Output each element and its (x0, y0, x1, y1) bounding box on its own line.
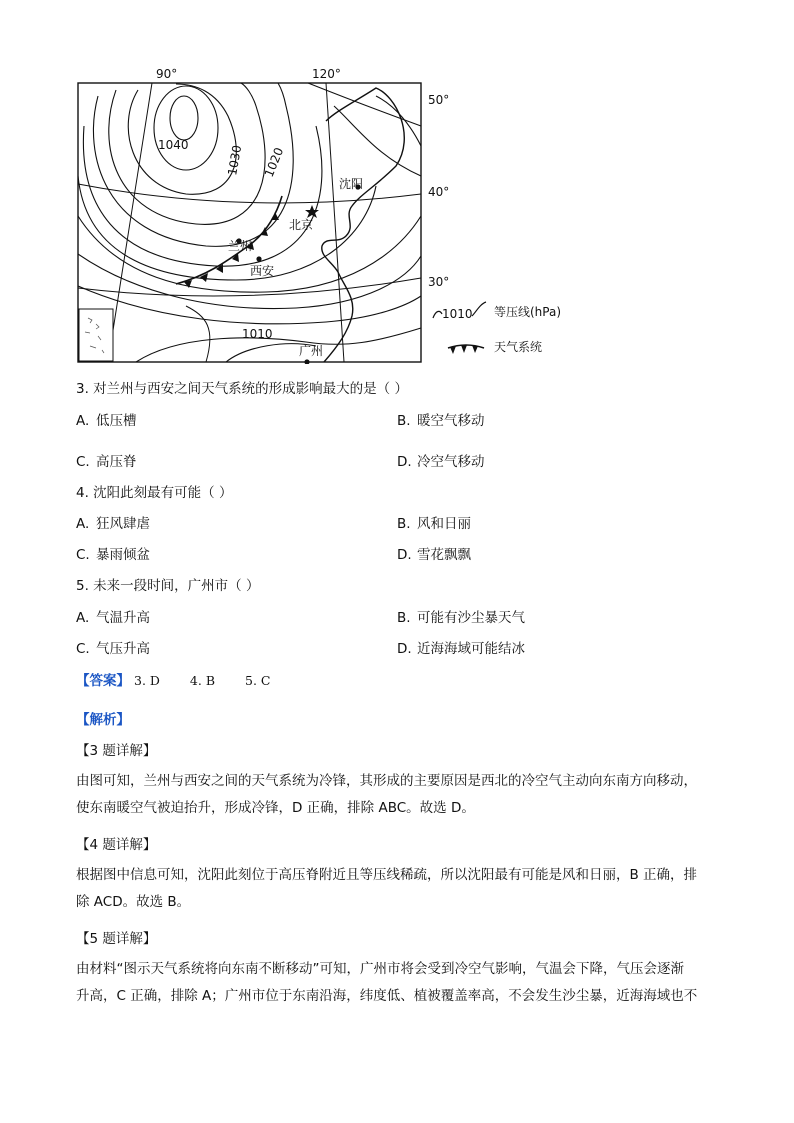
answer-item-3: 3. D (134, 673, 160, 688)
lat-label-30: 30° (428, 275, 450, 289)
section-5-line-1: 由材料“图示天气系统将向东南不断移动”可知，广州市将会受到冷空气影响，气温会下降，气压会逐渐 (76, 961, 684, 977)
option-letter: D. (397, 547, 412, 563)
option-text: 高压脊 (96, 454, 137, 470)
option-text: 气压升高 (96, 641, 150, 657)
question-4-option-c[interactable] (76, 546, 150, 564)
option-letter: B. (397, 516, 411, 532)
option-letter: A. (76, 610, 90, 626)
answer-item-4: 4. B (189, 673, 216, 688)
question-4-option-a[interactable] (76, 515, 150, 533)
section-3-body (76, 768, 716, 822)
legend-isobar-right (472, 302, 486, 316)
city-label-beijing: 北京 (289, 218, 314, 232)
section-4-body (76, 862, 716, 916)
option-text: 低压槽 (96, 413, 137, 429)
lon-label-120: 120° (312, 67, 341, 81)
option-text: 暴雨倾盆 (96, 547, 150, 563)
question-4-stem: 4. 沈阳此刻最有可能（ ） (76, 485, 233, 501)
option-text: 狂风肆虐 (96, 516, 150, 532)
isobar-label-1010: 1010 (242, 327, 273, 341)
isobar-label-1020: 1020 (261, 145, 287, 180)
question-5-option-a[interactable] (76, 609, 150, 627)
section-5-line-2: 升高，C 正确，排除 A；广州市位于东南沿海，纬度低、植被覆盖率高，不会发生沙尘暴，近海海域也不 (76, 988, 698, 1004)
city-label-xian: 西安 (250, 264, 275, 278)
section-5-body (76, 956, 716, 1010)
answer-tag: 【答案】 (76, 673, 130, 689)
option-letter: D. (397, 641, 412, 657)
option-text: 气温升高 (96, 610, 150, 626)
city-label-shenyang: 沈阳 (339, 177, 364, 191)
option-letter: D. (397, 454, 412, 470)
xian-dot (256, 256, 261, 261)
answer-item-5: 5. C (245, 673, 271, 688)
question-3-option-b[interactable] (397, 412, 485, 430)
option-text: 风和日丽 (417, 516, 471, 532)
option-text: 暖空气移动 (417, 413, 485, 429)
map-frame (78, 83, 421, 362)
question-3-stem: 3. 对兰州与西安之间天气系统的形成影响最大的是（ ） (76, 381, 408, 397)
legend-isobar-text: 等压线(hPa) (494, 305, 562, 319)
question-5-option-d[interactable] (397, 640, 525, 658)
option-text: 近海海域可能结冰 (417, 641, 525, 657)
option-letter: C. (76, 547, 90, 563)
option-letter: B. (397, 413, 411, 429)
question-3-option-c[interactable] (76, 453, 137, 471)
section-4-line-2: 除 ACD。故选 B。 (76, 894, 191, 910)
city-label-lanzhou: 兰州 (228, 239, 253, 253)
answer-line (76, 672, 270, 690)
option-text: 雪花飘飘 (417, 547, 471, 563)
section-3-line-1: 由图可知，兰州与西安之间的天气系统为冷锋，其形成的主要原因是西北的冷空气主动向东南方向移动， (76, 773, 697, 789)
question-5-stem: 5. 未来一段时间，广州市（ ） (76, 578, 260, 594)
option-text: 可能有沙尘暴天气 (417, 610, 525, 626)
weather-map-figure (76, 66, 596, 364)
option-letter: C. (76, 454, 90, 470)
section-3-line-2: 使东南暖空气被迫抬升，形成冷锋，D 正确，排除 ABC。故选 D。 (76, 800, 475, 816)
lat-label-50: 50° (428, 93, 450, 107)
section-3-heading: 【3 题详解】 (76, 743, 157, 759)
option-letter: A. (76, 516, 90, 532)
section-4-line-1: 根据图中信息可知，沈阳此刻位于高压脊附近且等压线稀疏，所以沈阳最有可能是风和日丽，B 正确，排 (76, 867, 698, 883)
legend-isobar-value: 1010 (442, 307, 473, 321)
question-4-option-b[interactable] (397, 515, 471, 533)
option-text: 冷空气移动 (417, 454, 485, 470)
lat-label-40: 40° (428, 185, 450, 199)
option-letter: B. (397, 610, 411, 626)
question-5-option-c[interactable] (76, 640, 150, 658)
legend-front-text: 天气系统 (494, 340, 543, 354)
question-5-option-b[interactable] (397, 609, 525, 627)
inset-map (79, 309, 113, 361)
question-4-option-d[interactable] (397, 546, 471, 564)
legend-isobar-left (433, 311, 442, 318)
legend-front-triangles (450, 345, 478, 354)
isobar-label-1030: 1030 (225, 144, 245, 177)
weather-map (76, 66, 596, 364)
section-5-heading: 【5 题详解】 (76, 931, 157, 947)
question-3-option-a[interactable] (76, 412, 137, 430)
analysis-title: 【解析】 (76, 712, 130, 728)
city-label-guangzhou: 广州 (299, 344, 324, 358)
isobar-label-1040: 1040 (158, 138, 189, 152)
question-3-option-d[interactable] (397, 453, 485, 471)
lon-label-90: 90° (156, 67, 178, 81)
section-4-heading: 【4 题详解】 (76, 837, 157, 853)
option-letter: A. (76, 413, 90, 429)
option-letter: C. (76, 641, 90, 657)
